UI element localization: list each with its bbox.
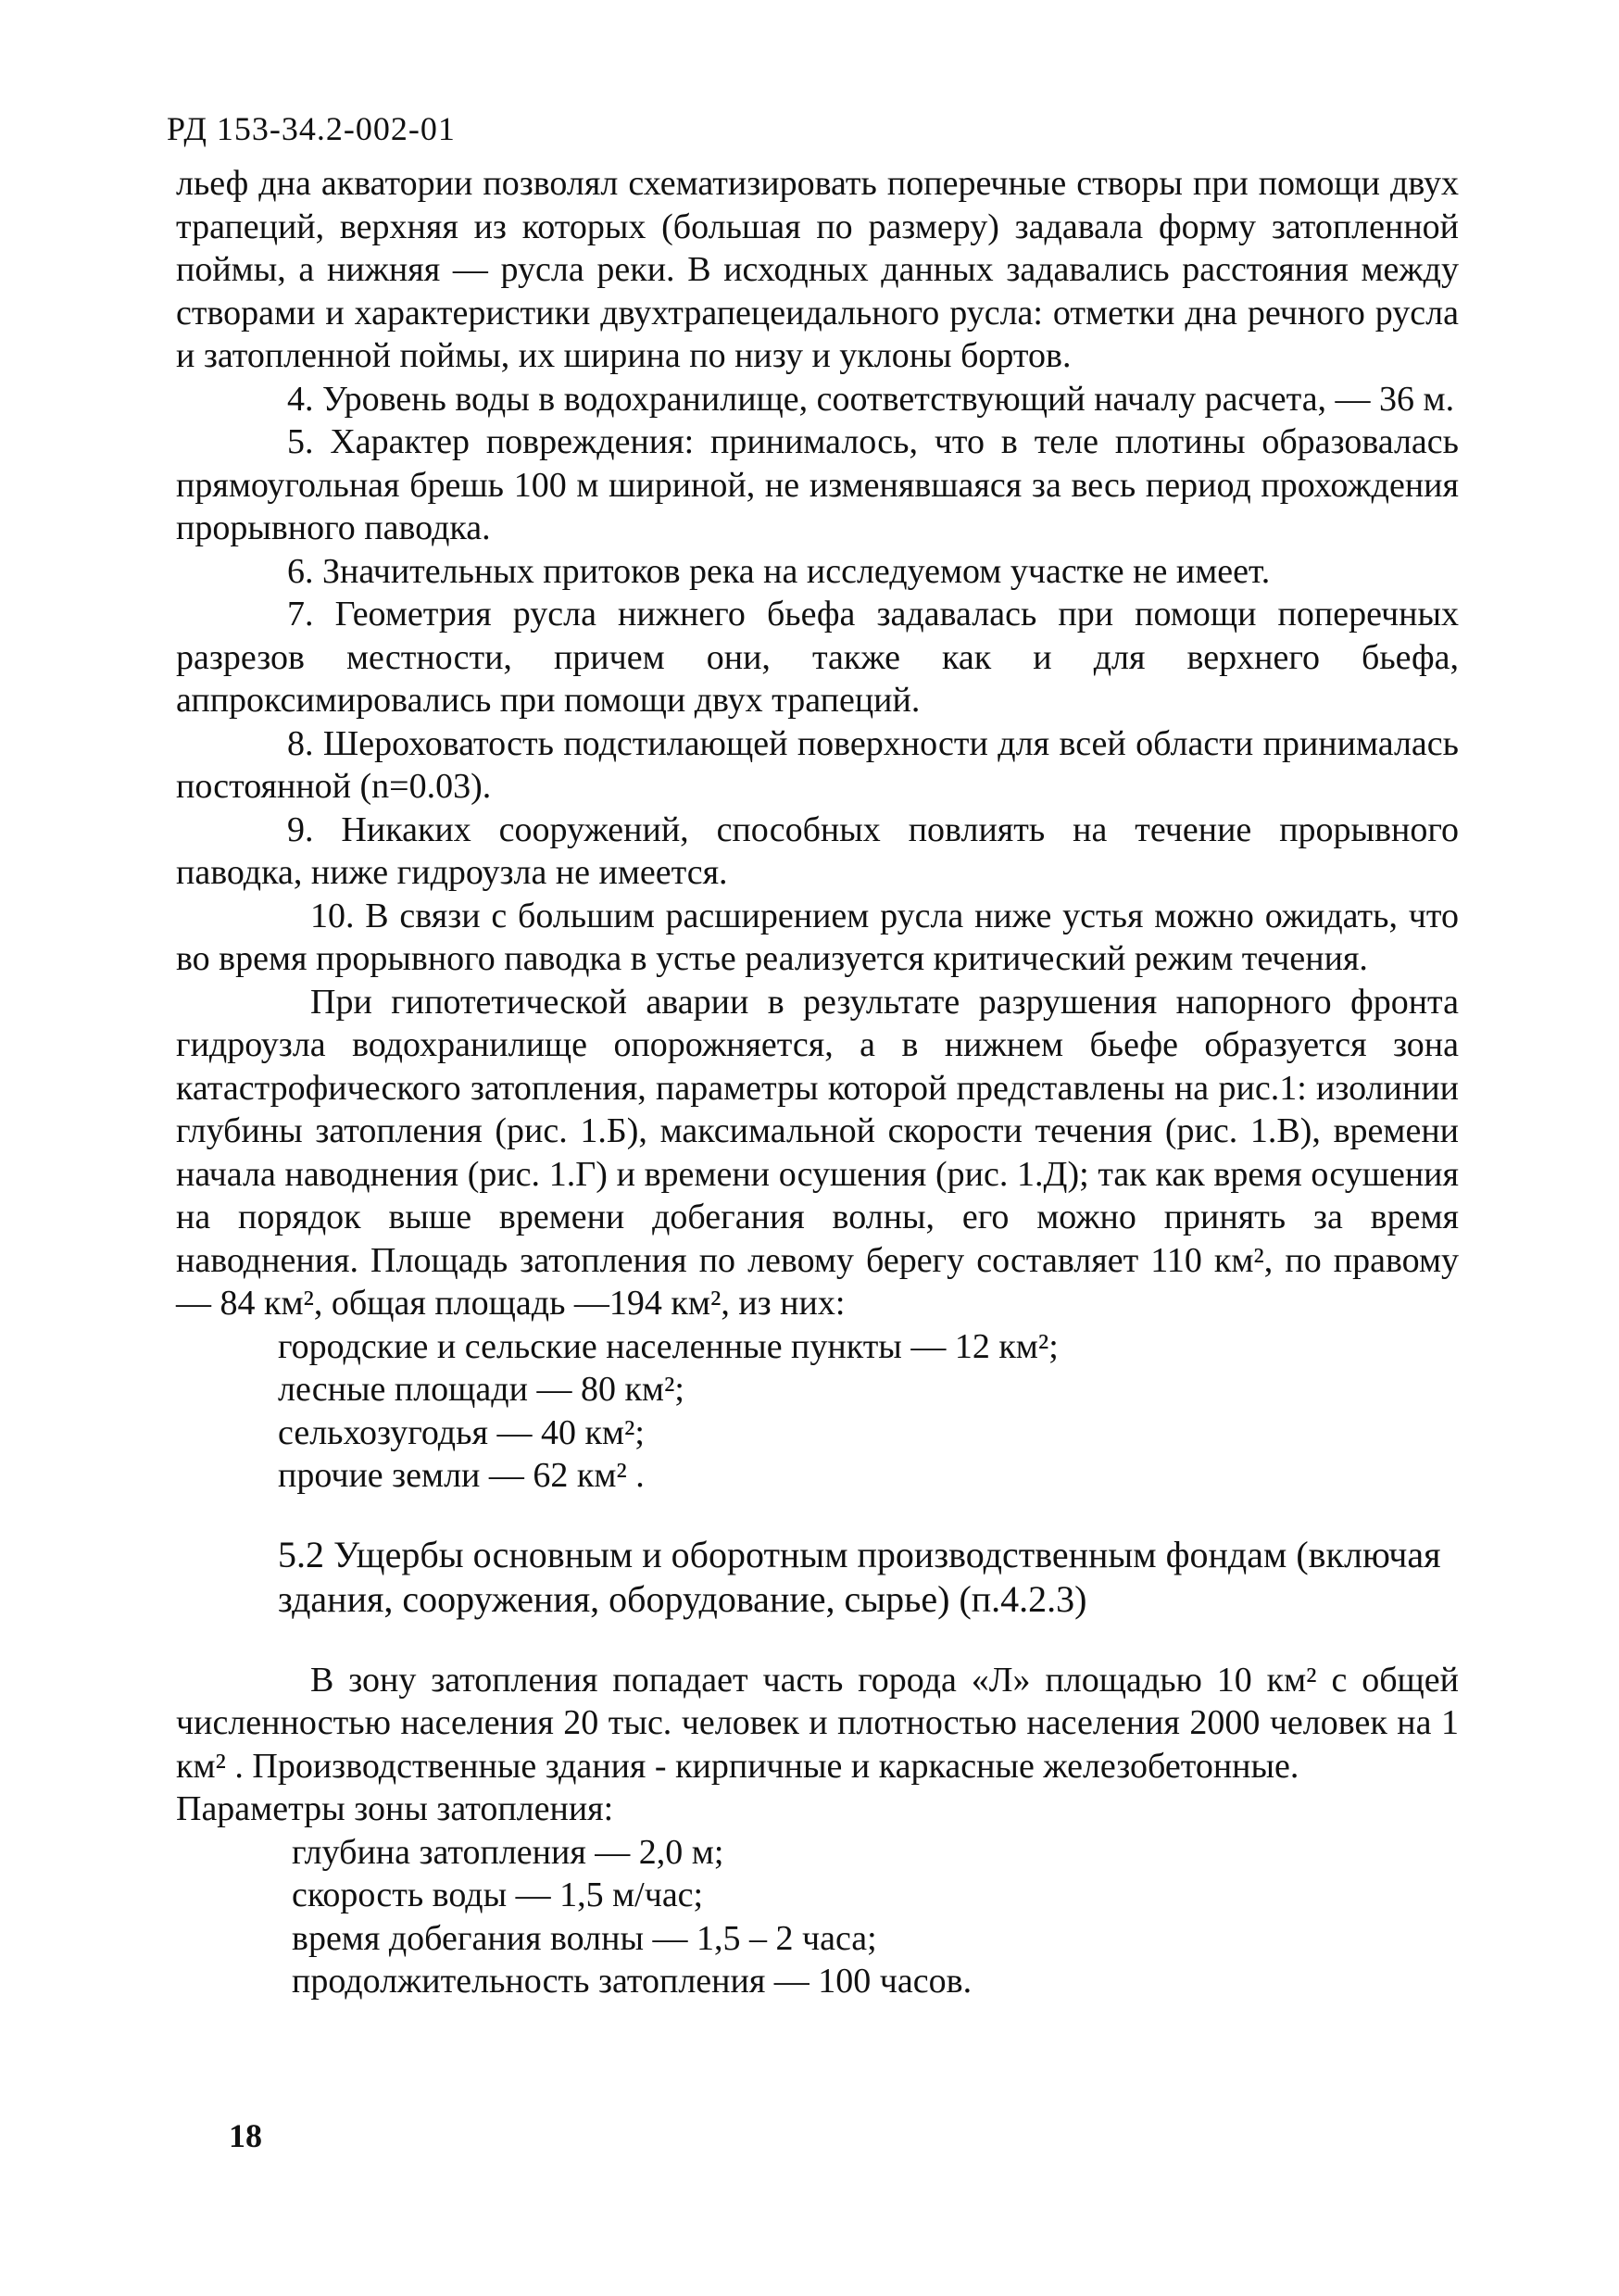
list-item: городские и сельские населенные пункты — 12 км²; bbox=[278, 1326, 1059, 1366]
list-item: глубина затопления — 2,0 м; bbox=[292, 1832, 724, 1872]
params-title: Параметры зоны затопления: bbox=[176, 1789, 614, 1828]
list-item: продолжительность затопления — 100 часов. bbox=[292, 1962, 973, 2001]
page-number: 18 bbox=[229, 2117, 262, 2154]
section-heading: 5.2 Ущербы основным и оборотным производственным фондам (включая здания, сооружения, оборудование, сырье) (п.4.2.3) bbox=[278, 1533, 1441, 1620]
page-body bbox=[176, 162, 1459, 2003]
list-item-7: 7. Геометрия русла нижнего бьефа задавалась при помощи поперечных разрезов местности, причем они, также как и для верхнего бьефа, аппроксимировались при помощи двух трапеций. bbox=[176, 595, 1459, 720]
city-paragraph: В зону затопления попадает часть города «Л» площадью 10 км² с общей численностью населения 20 тыс. человек и плотностью населения 2000 человек на 1 км² . Производственные здания - кирпичные и каркасные железобетонные. bbox=[176, 1660, 1459, 1786]
list-item-5: 5. Характер повреждения: принималось, что в теле плотины образовалась прямоугольная брешь 100 м шириной, не изменявшаяся за весь период прохождения прорывного паводка. bbox=[176, 422, 1459, 547]
hypothetical-accident-paragraph: При гипотетической аварии в результате разрушения напорного фронта гидроузла водохранилище опорожняется, а в нижнем бьефе образуется зона катастрофического затопления, параметры которой представлены на рис.1: изолинии глубины затопления (рис. 1.Б), максимальной скорости течения (рис. 1.В), времени начала наводнения (рис. 1.Г) и времени осушения (рис. 1.Д); так как время осушения на порядок выше времени добегания волны, его можно принять за время наводнения. Площадь затопления по левому берегу составляет 110 км², по правому — 84 км², общая площадь —194 км², из них: bbox=[176, 982, 1459, 1323]
flood-area-list bbox=[278, 1325, 1459, 1498]
intro-paragraph: льеф дна акватории позволял схематизировать поперечные створы при помощи двух трапеций, верхняя из которых (большая по размеру) задавала форму затопленной поймы, а нижняя — русла реки. В исходных данных задавались расстояния между створами и характеристики двухтрапецеидального русла: отметки дна речного русла и затопленной поймы, их ширина по низу и уклоны бортов. bbox=[176, 164, 1459, 375]
list-item: скорость воды — 1,5 м/час; bbox=[292, 1876, 704, 1914]
list-item: прочие земли — 62 км² . bbox=[278, 1456, 645, 1495]
list-item-4: 4. Уровень воды в водохранилище, соответствующий началу расчета, — 36 м. bbox=[287, 379, 1455, 419]
list-item: время добегания волны — 1,5 – 2 часа; bbox=[292, 1918, 877, 1958]
list-item-8: 8. Шероховатость подстилающей поверхности для всей области принималась постоянной (n=0.03). bbox=[176, 723, 1459, 806]
list-item: сельхозугодья — 40 км²; bbox=[278, 1412, 645, 1452]
list-item-9: 9. Никаких сооружений, способных повлиять на течение прорывного паводка, ниже гидроузла не имеется. bbox=[176, 809, 1459, 892]
list-item-6: 6. Значительных притоков река на исследуемом участке не имеет. bbox=[287, 551, 1271, 591]
flood-params-list bbox=[292, 1831, 1459, 2003]
list-item-10: 10. В связи с большим расширением русла ниже устья можно ожидать, что во время прорывного паводка в устье реализуется критический режим течения. bbox=[176, 896, 1459, 978]
document-code-header: РД 153-34.2-002-01 bbox=[167, 110, 456, 147]
list-item: лесные площади — 80 км²; bbox=[278, 1370, 684, 1409]
